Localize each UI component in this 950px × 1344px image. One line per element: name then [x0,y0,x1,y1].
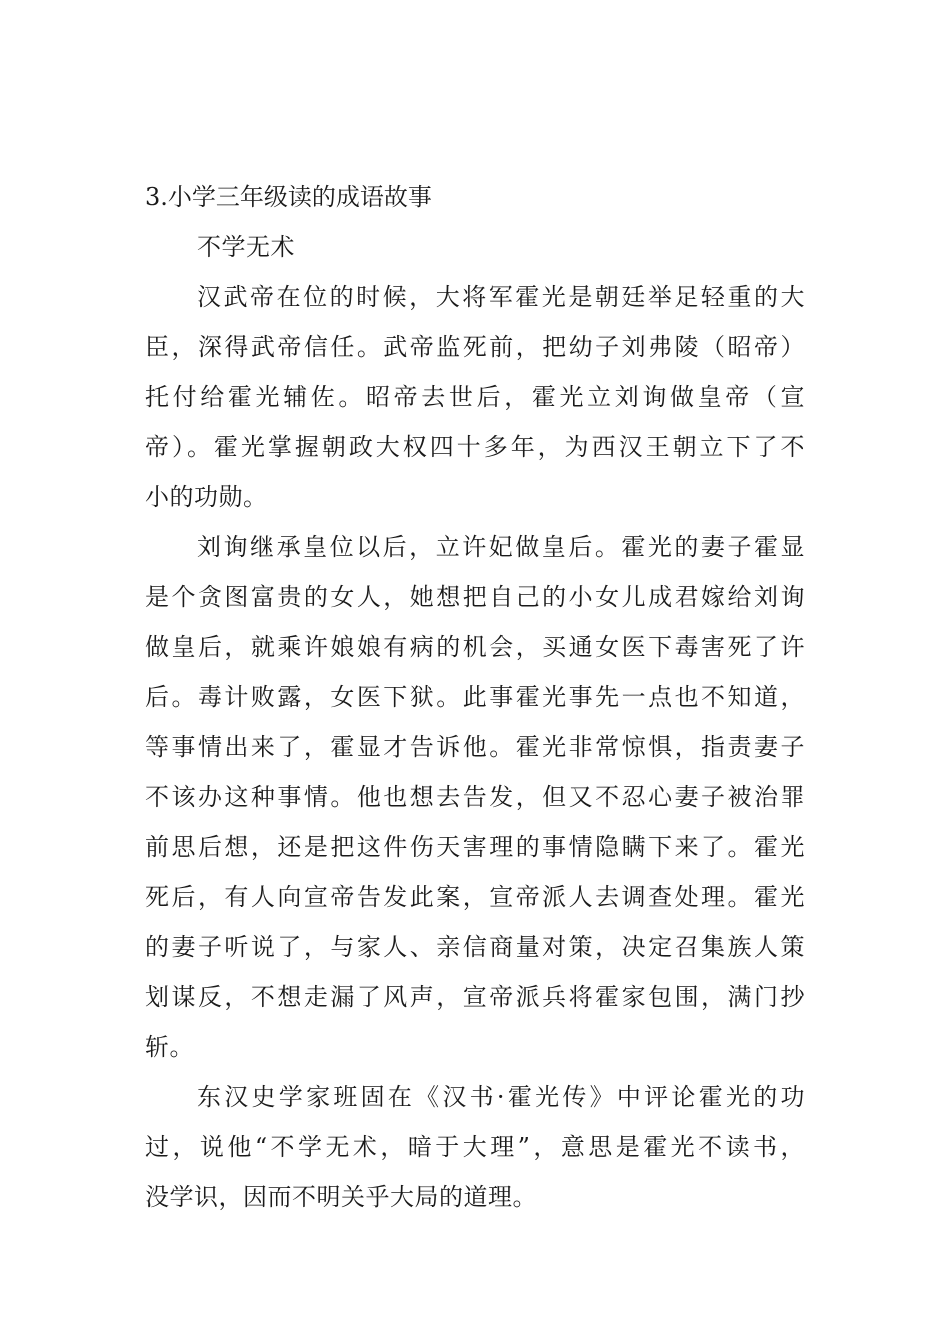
paragraph-line: 东汉史学家班固在《汉书·霍光传》中评论霍光的功 [197,1083,805,1111]
paragraph-line: 托付给霍光辅佐。昭帝去世后，霍光立刘询做皇帝（宣 [145,383,805,411]
paragraph-line: 的妻子听说了，与家人、亲信商量对策，决定召集族人策 [145,933,805,961]
paragraph-line: 划谋反，不想走漏了风声，宣帝派兵将霍家包围，满门抄 [145,983,805,1011]
paragraph-line: 过，说他“不学无术，暗于大理”，意思是霍光不读书， [145,1133,805,1161]
paragraph-line: 不该办这种事情。他也想去告发，但又不忍心妻子被治罪 [145,783,805,811]
paragraph-line: 汉武帝在位的时候，大将军霍光是朝廷举足轻重的大 [197,283,805,311]
paragraph-line: 前思后想，还是把这件伤天害理的事情隐瞒下来了。霍光 [145,833,805,861]
paragraph-line: 做皇后，就乘许娘娘有病的机会，买通女医下毒害死了许 [145,633,805,661]
paragraph-line: 死后，有人向宣帝告发此案，宣帝派人去调查处理。霍光 [145,883,805,911]
paragraph-line: 后。毒计败露，女医下狱。此事霍光事先一点也不知道， [145,683,805,711]
paragraph-line: 斩。 [145,1033,194,1061]
paragraph-line: 没学识，因而不明关乎大局的道理。 [145,1183,537,1211]
paragraph-line: 臣，深得武帝信任。武帝监死前，把幼子刘弗陵（昭帝） [145,333,805,361]
section-heading: 3.小学三年级读的成语故事 [145,183,432,211]
document-body [145,172,805,1222]
paragraph-line: 是个贪图富贵的女人，她想把自己的小女儿成君嫁给刘询 [145,583,805,611]
paragraph-line: 帝）。霍光掌握朝政大权四十多年，为西汉王朝立下了不 [145,433,805,461]
paragraph-line: 刘询继承皇位以后，立许妃做皇后。霍光的妻子霍显 [197,533,805,561]
paragraph-line: 等事情出来了，霍显才告诉他。霍光非常惊惧，指责妻子 [145,733,805,761]
paragraph-line: 小的功勋。 [145,483,268,511]
paragraph-1 [145,272,805,522]
paragraph-3 [145,1072,805,1222]
story-title: 不学无术 [197,233,295,261]
paragraph-2 [145,522,805,1072]
